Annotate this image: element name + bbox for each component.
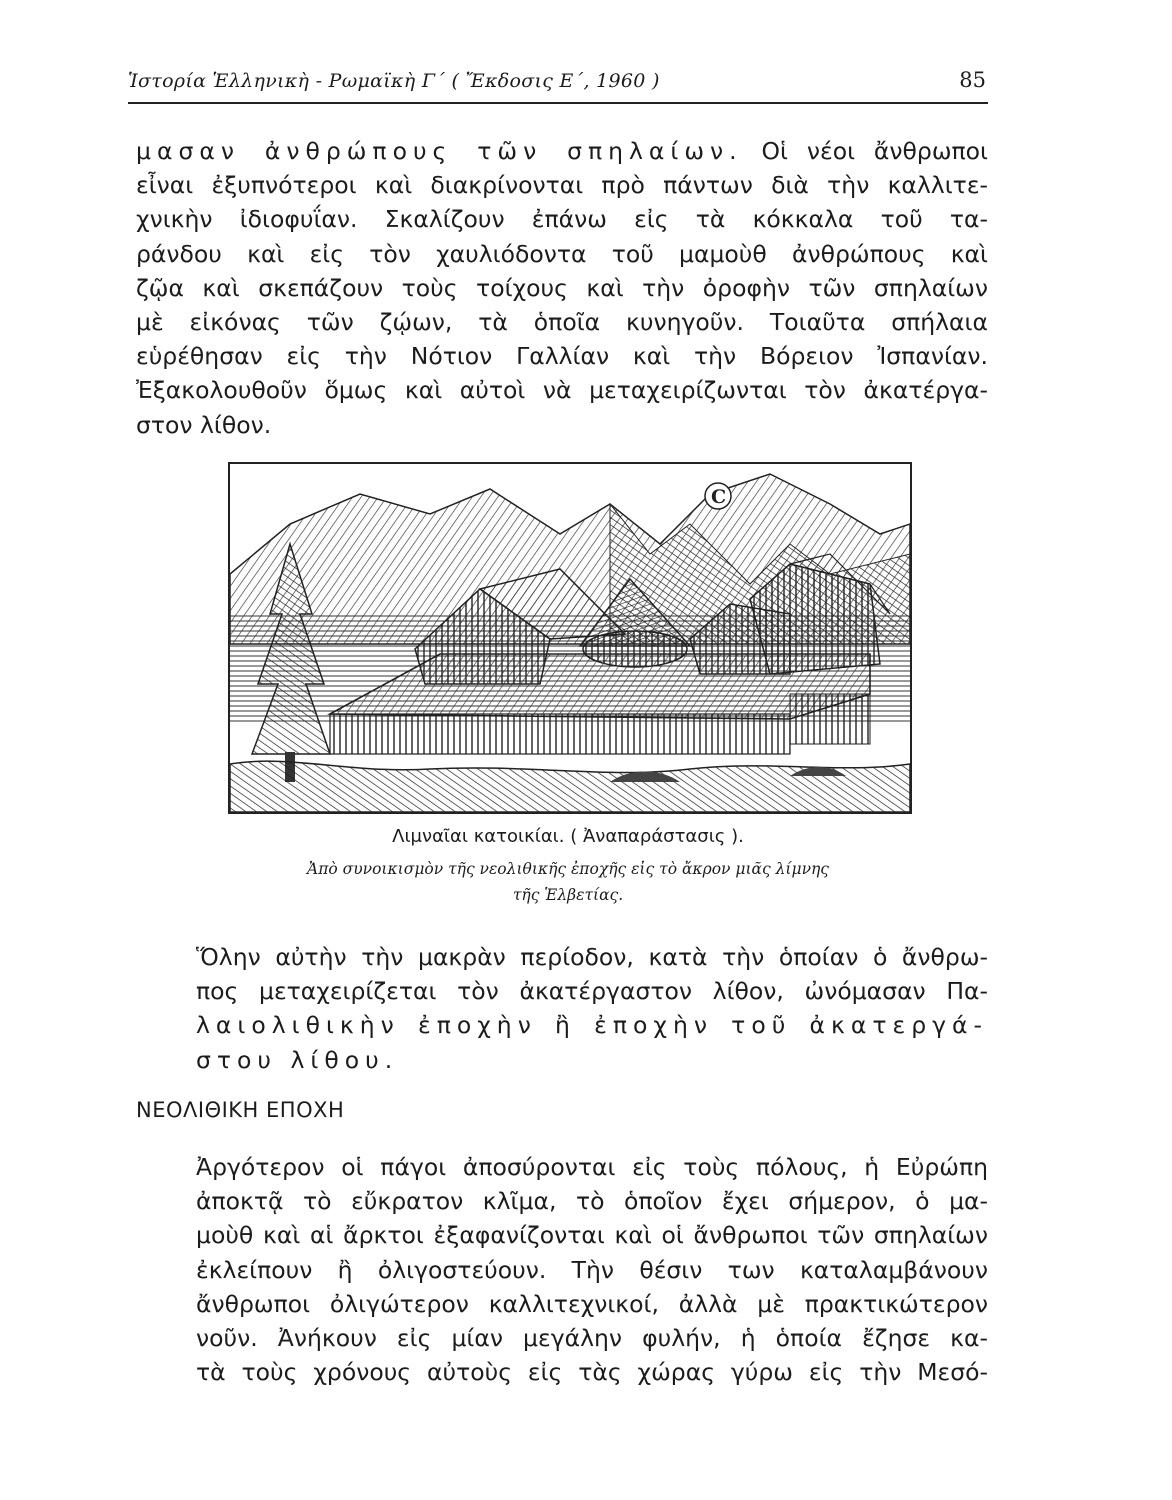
text-line	[136, 134, 988, 168]
pilings	[330, 714, 790, 754]
sun-mark: C	[711, 486, 727, 508]
text-line: νοῦν. Ἀνήκουν εἰς μίαν μεγάλην φυλήν, ἡ ὁποία ἔζησε κα-	[196, 1324, 988, 1353]
text-line: μὲ εἰκόνας τῶν ζῴων, τὰ ὁποῖα κυνηγοῦν. Τοιαῦτα σπήλαια	[136, 308, 988, 337]
text-line: στον λίθον.	[136, 410, 272, 439]
text-line: ἐκλείπουν ἢ ὀλιγοστεύουν. Τὴν θέσιν των καταλαμβάνουν	[196, 1255, 988, 1284]
section-heading: ΝΕΟΛΙΘΙΚΗ ΕΠΟΧΗ	[136, 1098, 345, 1122]
text-line: λαιολιθικὴν ἐποχὴν ἢ ἐποχὴν τοῦ ἀκατεργά-	[196, 1011, 988, 1040]
text-fragment: Οἱ νέοι ἄνθρωποι	[742, 137, 989, 165]
engraving-drawing	[230, 464, 910, 812]
figure-caption-title: Λιμναῖαι κατοικίαι. ( Ἀναπαράστασις ).	[392, 826, 744, 847]
figure-caption-line: Ἀπὸ συνοικισμὸν τῆς νεολιθικῆς ἐποχῆς εἰς τὸ ἄκρον μιᾶς λίμνης	[307, 860, 829, 878]
text-line: εἶναι ἐξυπνότεροι καὶ διακρίνονται πρὸ πάντων διὰ τὴν καλλιτε-	[136, 171, 988, 200]
text-line: στου λίθου.	[196, 1045, 399, 1074]
text-line: ζῷα καὶ σκεπάζουν τοὺς τοίχους καὶ τὴν ὀροφὴν τῶν σπηλαίων	[136, 273, 988, 302]
page-header	[128, 66, 988, 104]
text-line: Ἀργότερον οἱ πάγοι ἀποσύρονται εἰς τοὺς πόλους, ἡ Εὐρώπη	[196, 1153, 988, 1181]
text-line: Ὅλην αὐτὴν τὴν μακρὰν περίοδον, κατὰ τὴν ὁποίαν ὁ ἄνθρω-	[196, 943, 988, 971]
text-line: πος μεταχειρίζεται τὸν ἀκατέργαστον λίθον, ὠνόμασαν Πα-	[196, 977, 988, 1006]
text-line: Ἐξακολουθοῦν ὅμως καὶ αὐτοὶ νὰ μεταχειρίζωνται τὸν ἀκατέργα-	[136, 376, 988, 405]
spaced-phrase: μασαν ἀνθρώπους τῶν σπηλαίων.	[136, 137, 743, 165]
paragraph-palaeolithic	[136, 940, 988, 1077]
text-line: χνικὴν ἰδιοφυΐαν. Σκαλίζουν ἐπάνω εἰς τὰ κόκκαλα τοῦ τα-	[136, 205, 988, 234]
paragraph-neolithic	[136, 1150, 988, 1389]
lake-dwellings-illustration	[228, 462, 912, 814]
text-line: ράνδου καὶ εἰς τὸν χαυλιόδοντα τοῦ μαμοὺθ ἀνθρώπους καὶ	[136, 239, 988, 268]
page-number: 85	[959, 68, 986, 92]
text-line: ἄνθρωποι ὀλιγώτερον καλλιτεχνικοί, ἀλλὰ μὲ πρακτικώτερον	[196, 1289, 988, 1318]
running-head: Ἱστορία Ἑλληνικὴ - Ρωμαϊκὴ Γ΄ ( Ἔκδοσις Ε΄, 1960 )	[128, 70, 660, 92]
text-line: ἀποκτᾷ τὸ εὔκρατον κλῖμα, τὸ ὁποῖον ἔχει σήμερον, ὁ μα-	[196, 1187, 988, 1216]
text-line: μοὺθ καὶ αἱ ἄρκτοι ἐξαφανίζονται καὶ οἱ ἄνθρωποι τῶν σπηλαίων	[196, 1221, 988, 1250]
figure-caption-line: τῆς Ἑλβετίας.	[512, 886, 624, 904]
text-line: τὰ τοὺς χρόνους αὐτοὺς εἰς τὰς χώρας γύρω εἰς τὴν Μεσό-	[196, 1358, 988, 1387]
text-line: εὑρέθησαν εἰς τὴν Νότιον Γαλλίαν καὶ τὴν Βόρειον Ἰσπανίαν.	[136, 342, 988, 371]
paragraph-caves	[136, 134, 988, 442]
